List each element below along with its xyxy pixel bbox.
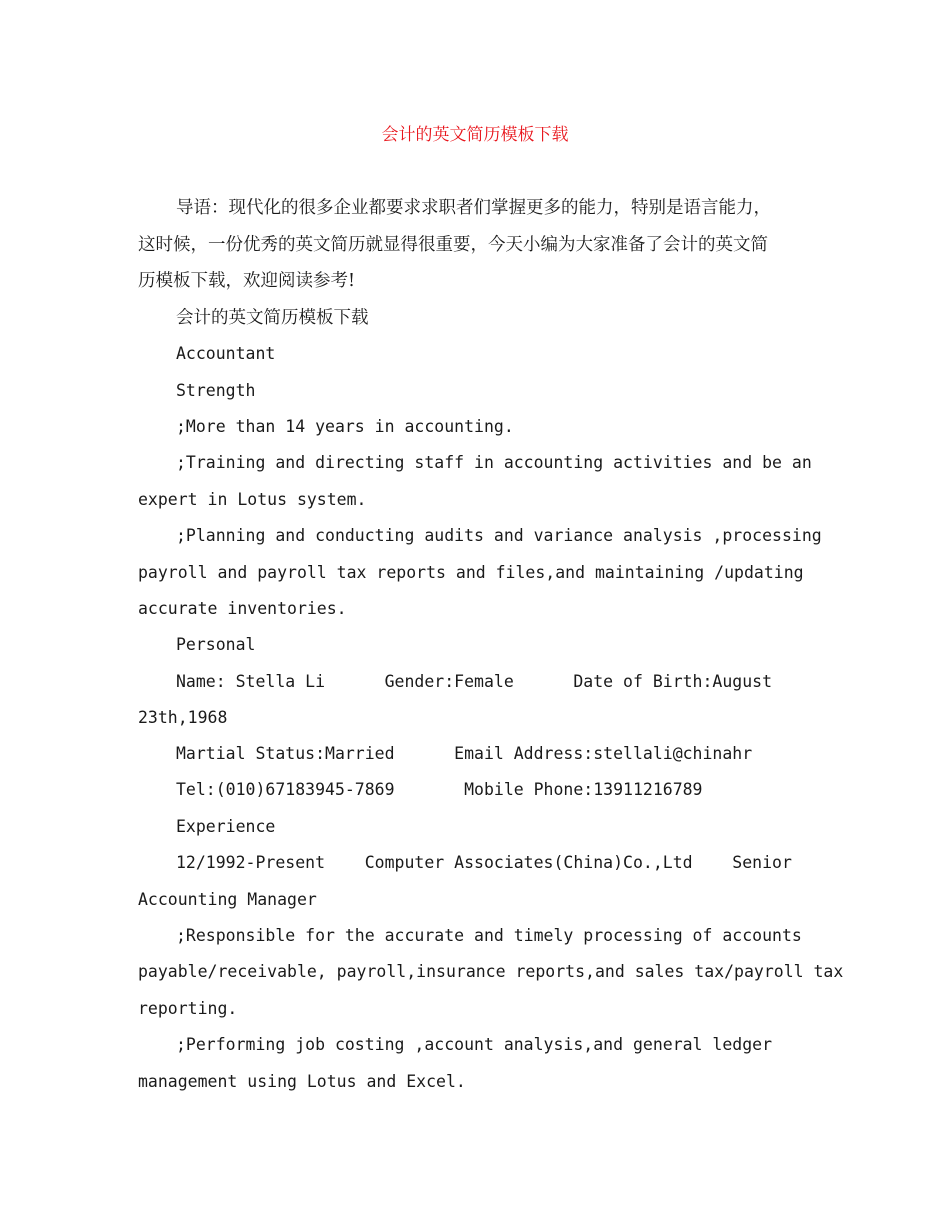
personal-line-1: Name: Stella Li Gender:Female Date of Birth:August	[176, 672, 773, 691]
strength-item-3-cont: payroll and payroll tax reports and files,and maintaining /updating	[138, 563, 804, 582]
experience-line-7: management using Lotus and Excel.	[138, 1072, 466, 1091]
personal-line-2: 23th,1968	[138, 708, 228, 727]
strength-item-1: ;More than 14 years in accounting.	[176, 417, 514, 436]
subtitle: 会计的英文简历模板下载	[176, 308, 369, 328]
strength-item-2: ;Training and directing staff in accounting activities and be an	[176, 453, 812, 472]
experience-heading: Experience	[176, 817, 276, 836]
position-heading: Accountant	[176, 344, 276, 363]
experience-line-6: ;Performing job costing ,account analysis,and general ledger	[176, 1035, 773, 1054]
experience-line-2: Accounting Manager	[138, 890, 317, 909]
strength-item-3: ;Planning and conducting audits and variance analysis ,processing	[176, 526, 822, 545]
experience-line-1: 12/1992-Present Computer Associates(China)Co.,Ltd Senior	[176, 853, 792, 872]
personal-line-3: Martial Status:Married Email Address:stellali@chinahr	[176, 744, 753, 763]
strength-item-3-cont2: accurate inventories.	[138, 599, 347, 618]
personal-line-4: Tel:(010)67183945-7869 Mobile Phone:13911216789	[176, 780, 703, 799]
experience-line-3: ;Responsible for the accurate and timely processing of accounts	[176, 926, 802, 945]
intro-line-3: 历模板下载，欢迎阅读参考!	[138, 271, 356, 291]
strength-item-2-cont: expert in Lotus system.	[138, 490, 367, 509]
strength-heading: Strength	[176, 381, 256, 400]
intro-line-1: 导语：现代化的很多企业都要求求职者们掌握更多的能力，特别是语言能力，	[176, 198, 771, 218]
personal-heading: Personal	[176, 635, 256, 654]
intro-line-2: 这时候，一份优秀的英文简历就显得很重要，今天小编为大家准备了会计的英文简	[138, 235, 768, 255]
experience-line-5: reporting.	[138, 999, 238, 1018]
experience-line-4: payable/receivable, payroll,insurance reports,and sales tax/payroll tax	[138, 962, 844, 981]
document-title: 会计的英文简历模板下载	[381, 125, 569, 145]
